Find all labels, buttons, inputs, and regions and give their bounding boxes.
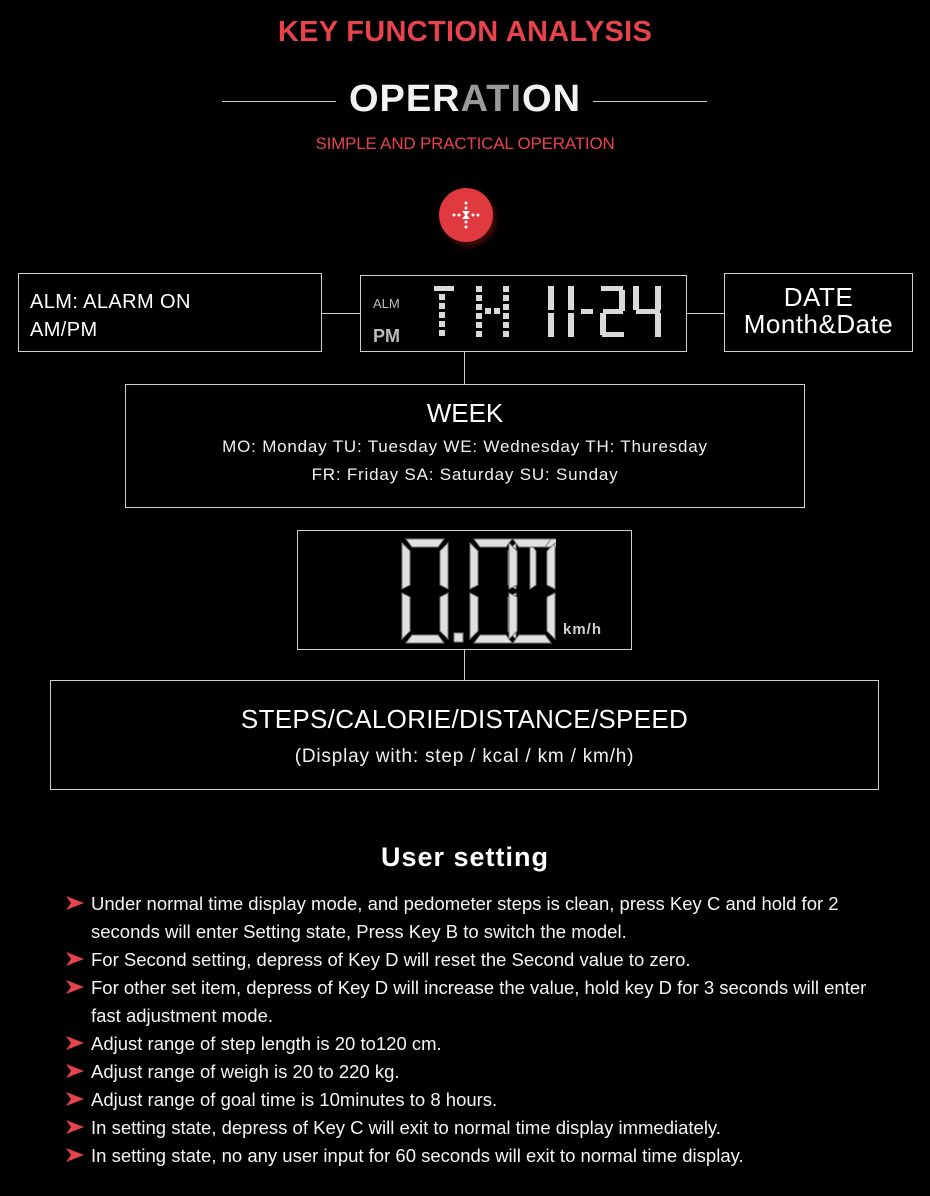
- red-arrow-icon: [66, 1120, 84, 1134]
- list-item: Adjust range of goal time is 10minutes to 8 hours.: [66, 1086, 896, 1114]
- date-box: [724, 273, 913, 352]
- lcd-speed-unit: km/h: [563, 621, 603, 638]
- page-title: KEY FUNCTION ANALYSIS: [277, 16, 653, 48]
- operation-heading-part2: ATI: [460, 78, 523, 120]
- red-arrow-icon: [66, 1036, 84, 1050]
- list-item: Adjust range of weigh is 20 to 220 kg.: [66, 1058, 896, 1086]
- user-setting-list: [66, 890, 896, 1170]
- red-arrow-icon: [66, 896, 84, 910]
- connector-week: [464, 352, 465, 384]
- list-item: Adjust range of step length is 20 to120 cm.: [66, 1030, 896, 1058]
- steps-box: [50, 680, 879, 790]
- list-item: For Second setting, depress of Key D will reset the Second value to zero.: [66, 946, 896, 974]
- red-arrow-icon: [66, 1064, 84, 1078]
- alarm-line2: AM/PM: [30, 319, 98, 341]
- list-item: In setting state, depress of Key C will exit to normal time display immediately.: [66, 1114, 896, 1142]
- lcd-pm-label: PM: [373, 326, 400, 346]
- operation-heading-part1: OPER: [348, 78, 461, 120]
- lcd-speed-digit3: [503, 537, 563, 645]
- lcd-week-date-segments: [426, 284, 681, 346]
- red-arrow-icon: [66, 980, 84, 994]
- operation-heading-part3: ON: [522, 78, 582, 120]
- date-line1: DATE: [783, 282, 854, 312]
- lcd-speed-display: [297, 530, 632, 650]
- user-setting-title: User setting: [380, 842, 550, 872]
- red-arrow-icon: [66, 1092, 84, 1106]
- connector-date: [687, 313, 724, 314]
- alarm-box: [18, 273, 322, 352]
- list-item: In setting state, no any user input for 60 seconds will exit to normal time display.: [66, 1142, 896, 1170]
- operation-heading: [0, 78, 930, 121]
- date-line2: Month&Date: [743, 309, 894, 339]
- red-arrow-icon: [66, 952, 84, 966]
- lcd-time-display: [360, 275, 687, 352]
- steps-subtitle: (Display with: step / kcal / km / km/h): [294, 746, 635, 767]
- list-item: Under normal time display mode, and pedometer steps is clean, press Key C and hold for 2 seconds will enter Setting state, Press Key B to switch the model.: [66, 890, 896, 946]
- week-box: [125, 384, 805, 508]
- week-title: WEEK: [426, 398, 504, 428]
- connector-alarm: [322, 313, 360, 314]
- week-line2: FR: Friday SA: Saturday SU: Sunday: [311, 465, 619, 484]
- steps-title: STEPS/CALORIE/DISTANCE/SPEED: [240, 704, 689, 734]
- lcd-alm-label: ALM: [373, 296, 400, 311]
- week-line1: MO: Monday TU: Tuesday WE: Wednesday TH: Thuresday: [222, 437, 708, 456]
- connector-steps: [464, 650, 465, 680]
- red-arrow-icon: [66, 1148, 84, 1162]
- list-item: For other set item, depress of Key D will increase the value, hold key D for 3 seconds will enter fast adjustment mode.: [66, 974, 896, 1030]
- subtitle: SIMPLE AND PRACTICAL OPERATION: [315, 134, 615, 153]
- alarm-line1: ALM: ALARM ON: [30, 291, 191, 313]
- arrows-in-icon: [439, 188, 493, 242]
